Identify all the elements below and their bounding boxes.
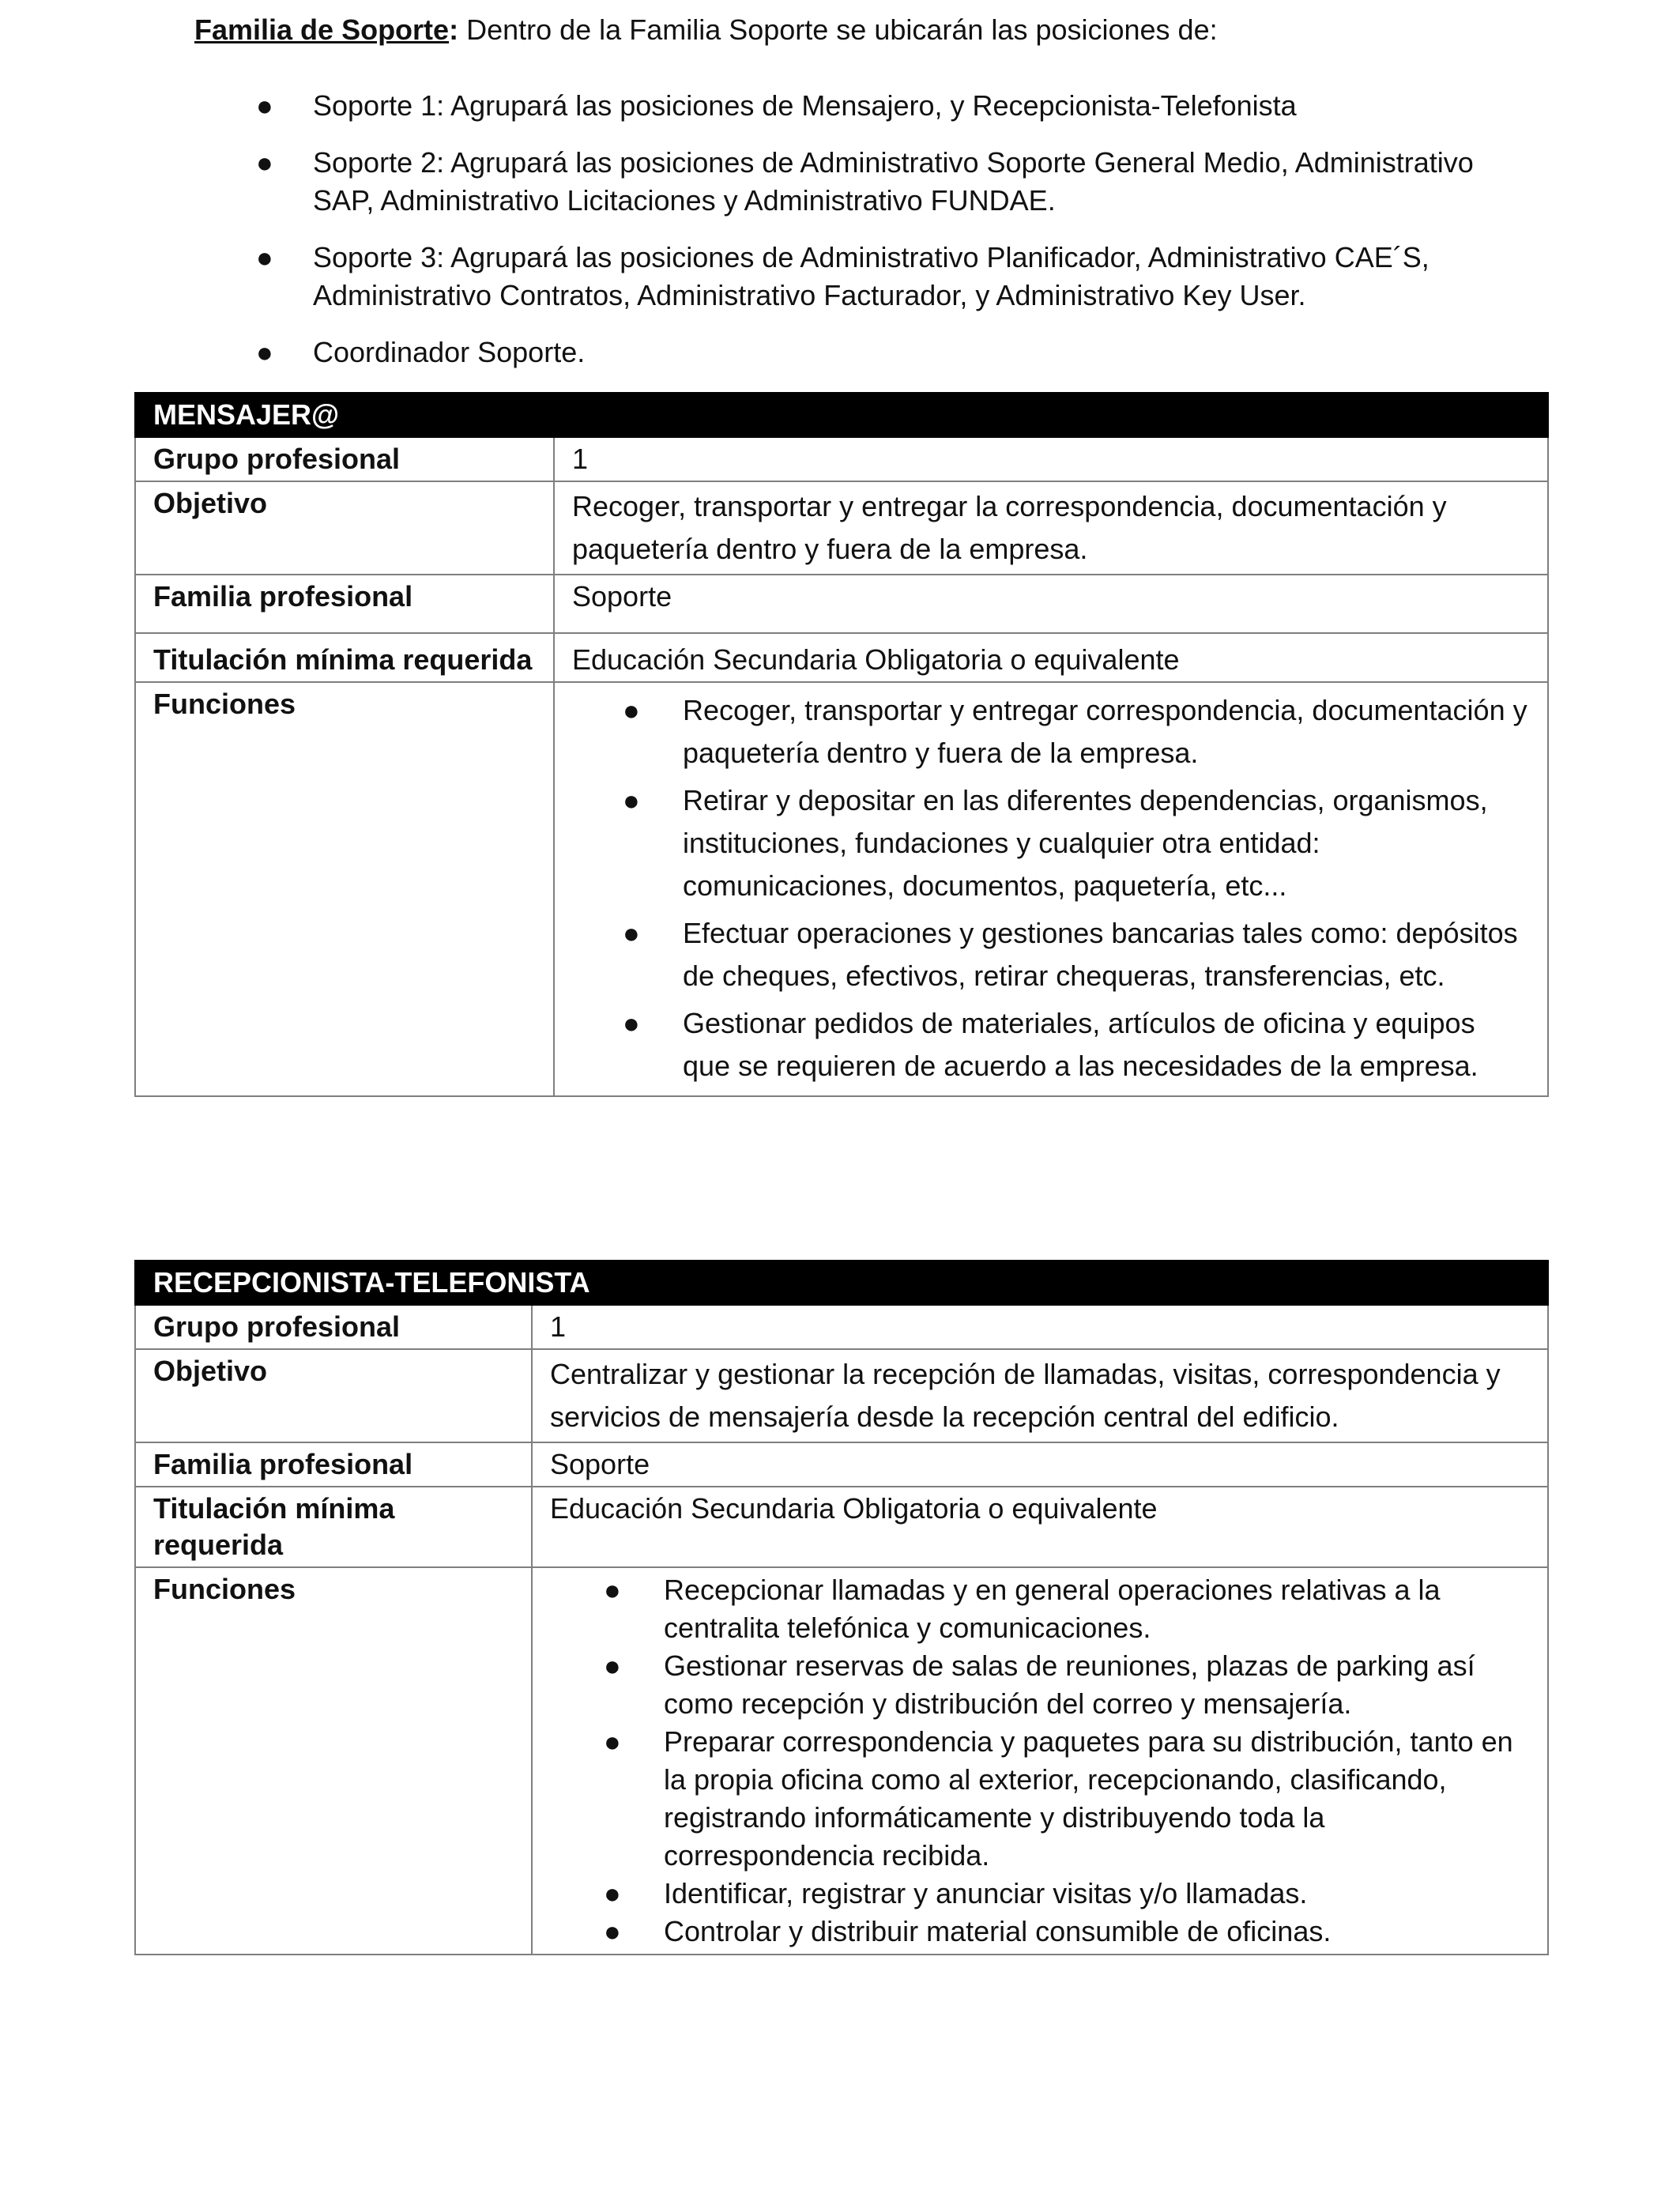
list-item [194, 334, 1538, 371]
list-item [604, 1723, 1530, 1875]
list-item [623, 779, 1530, 907]
table-row [135, 575, 1548, 633]
bullet-icon: ● [623, 1007, 640, 1039]
funciones-label: Funciones [135, 1567, 532, 1955]
recepcionista-table [134, 1260, 1549, 1955]
list-item-text: Efectuar operaciones y gestiones bancarias tales como: depósitos de cheques, efectivos, retirar chequeras, transferencias, etc. [683, 917, 1518, 992]
grupo-label: Grupo profesional [135, 437, 554, 481]
bullet-icon: ● [604, 1574, 621, 1606]
grupo-label: Grupo profesional [135, 1305, 532, 1349]
list-item-text: Controlar y distribuir material consumible de oficinas. [664, 1915, 1332, 1947]
list-item [623, 1002, 1530, 1088]
table-row [135, 633, 1548, 682]
list-item [604, 1913, 1530, 1951]
objetivo-label: Objetivo [135, 1349, 532, 1442]
list-item [604, 1875, 1530, 1913]
table-header: RECEPCIONISTA-TELEFONISTA [135, 1261, 1548, 1305]
bullet-icon: ● [604, 1915, 621, 1947]
table-row [135, 1442, 1548, 1487]
familia-value: Soporte [532, 1442, 1548, 1487]
funciones-cell [532, 1567, 1548, 1955]
list-item [623, 689, 1530, 775]
funciones-list [572, 689, 1530, 1088]
list-item-text: Soporte 2: Agrupará las posiciones de Administrativo Soporte General Medio, Administrativo SAP, Administrativo Licitaciones y Administrativo FUNDAE. [313, 146, 1474, 217]
funciones-label: Funciones [135, 682, 554, 1096]
bullet-icon: ● [256, 89, 273, 122]
objetivo-value: Centralizar y gestionar la recepción de llamadas, visitas, correspondencia y servicios de mensajería desde la recepción central del edificio. [532, 1349, 1548, 1442]
objetivo-label: Objetivo [135, 481, 554, 575]
list-item-text: Recepcionar llamadas y en general operaciones relativas a la centralita telefónica y comunicaciones. [664, 1574, 1441, 1644]
bullet-icon: ● [256, 336, 273, 368]
familia-value: Soporte [554, 575, 1548, 633]
bullet-icon: ● [604, 1725, 621, 1758]
grupo-value: 1 [532, 1305, 1548, 1349]
list-item [623, 912, 1530, 997]
bullet-icon: ● [623, 694, 640, 726]
table-row [135, 437, 1548, 481]
list-item [194, 239, 1538, 315]
support-levels-list [194, 87, 1538, 390]
list-item-text: Preparar correspondencia y paquetes para su distribución, tanto en la propia oficina como al exterior, recepcionando, clasificando, registrando informáticamente y distribuyendo toda la correspondencia recibida. [664, 1725, 1513, 1872]
table-row [135, 1487, 1548, 1567]
funciones-cell [554, 682, 1548, 1096]
bullet-icon: ● [623, 917, 640, 949]
table-header: MENSAJER@ [135, 393, 1548, 437]
intro-text: Dentro de la Familia Soporte se ubicarán las posiciones de: [458, 13, 1218, 46]
list-item [194, 144, 1538, 220]
list-item-text: Gestionar pedidos de materiales, artículos de oficina y equipos que se requieren de acuerdo a las necesidades de la empresa. [683, 1007, 1478, 1082]
table-row [135, 481, 1548, 575]
bullet-icon: ● [256, 146, 273, 179]
bullet-icon: ● [256, 241, 273, 273]
titulacion-value: Educación Secundaria Obligatoria o equivalente [554, 633, 1548, 682]
mensajero-table [134, 392, 1549, 1097]
list-item-text: Retirar y depositar en las diferentes dependencias, organismos, instituciones, fundaciones y cualquier otra entidad: comunicaciones, documentos, paquetería, etc... [683, 784, 1488, 902]
titulacion-label: Titulación mínima requerida [135, 1487, 532, 1567]
title-colon: : [449, 13, 459, 46]
section-title: Familia de Soporte [194, 13, 450, 46]
grupo-value: 1 [554, 437, 1548, 481]
list-item [604, 1571, 1530, 1647]
list-item [194, 87, 1538, 125]
titulacion-label: Titulación mínima requerida [135, 633, 554, 682]
bullet-icon: ● [604, 1877, 621, 1909]
objetivo-value: Recoger, transportar y entregar la correspondencia, documentación y paquetería dentro y fuera de la empresa. [554, 481, 1548, 575]
intro-paragraph [194, 11, 1538, 49]
table-row [135, 1305, 1548, 1349]
familia-label: Familia profesional [135, 1442, 532, 1487]
titulacion-value: Educación Secundaria Obligatoria o equivalente [532, 1487, 1548, 1567]
list-item-text: Identificar, registrar y anunciar visitas y/o llamadas. [664, 1877, 1308, 1909]
list-item-text: Recoger, transportar y entregar correspondencia, documentación y paquetería dentro y fuera de la empresa. [683, 694, 1527, 769]
familia-label: Familia profesional [135, 575, 554, 633]
list-item-text: Gestionar reservas de salas de reuniones, plazas de parking así como recepción y distribución del correo y mensajería. [664, 1649, 1475, 1720]
list-item-text: Soporte 1: Agrupará las posiciones de Mensajero, y Recepcionista-Telefonista [313, 89, 1297, 122]
funciones-list [550, 1571, 1530, 1951]
table-row [135, 682, 1548, 1096]
bullet-icon: ● [604, 1649, 621, 1682]
table-row [135, 1349, 1548, 1442]
list-item-text: Coordinador Soporte. [313, 336, 586, 368]
bullet-icon: ● [623, 784, 640, 816]
table-row [135, 1567, 1548, 1955]
list-item-text: Soporte 3: Agrupará las posiciones de Administrativo Planificador, Administrativo CAE´S, Administrativo Contratos, Administrativo Facturador, y Administrativo Key User. [313, 241, 1430, 311]
list-item [604, 1647, 1530, 1723]
